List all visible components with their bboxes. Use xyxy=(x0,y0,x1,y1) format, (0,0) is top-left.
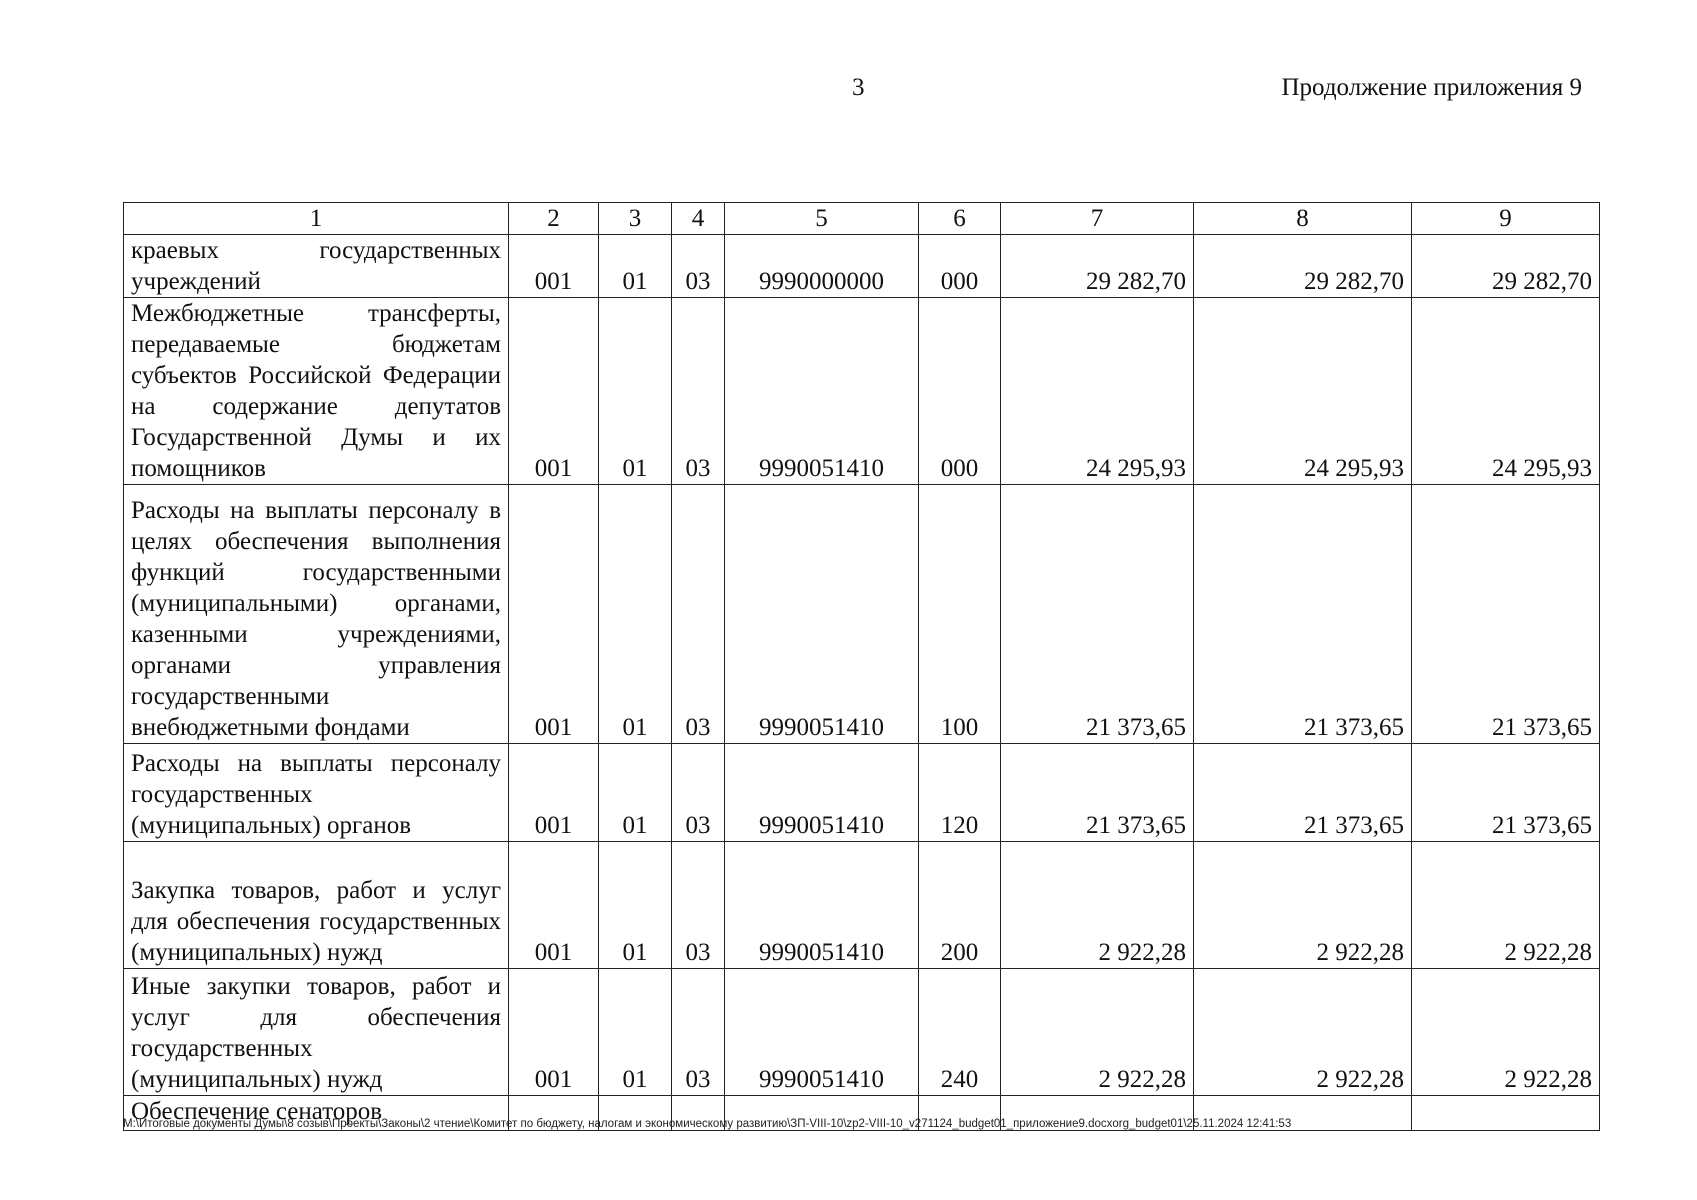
amount-cell: 21 373,65 xyxy=(1194,485,1412,744)
amount-cell: 21 373,65 xyxy=(1412,744,1600,842)
expense-description: Межбюджетные трансферты, передаваемые бюджетам субъектов Российской Федерации на содержание депутатов Государственной Думы и их помощников xyxy=(124,298,509,485)
table-row xyxy=(124,235,1600,298)
table-row xyxy=(124,842,1600,969)
column-header: 2 xyxy=(509,203,599,235)
code-cell: 03 xyxy=(672,235,725,298)
appendix-continuation-title: Продолжение приложения 9 xyxy=(1281,74,1582,101)
amount-cell: 21 373,65 xyxy=(1412,485,1600,744)
column-header: 3 xyxy=(599,203,672,235)
expense-description: Иные закупки товаров, работ и услуг для обеспечения государственных (муниципальных) нужд xyxy=(124,969,509,1096)
table-row xyxy=(124,298,1600,485)
code-cell: 03 xyxy=(672,298,725,485)
code-cell: 01 xyxy=(599,235,672,298)
table-row xyxy=(124,744,1600,842)
amount-cell: 29 282,70 xyxy=(1412,235,1600,298)
code-cell: 01 xyxy=(599,298,672,485)
code-cell: 000 xyxy=(919,235,1001,298)
column-header: 7 xyxy=(1001,203,1194,235)
code-cell: 03 xyxy=(672,485,725,744)
code-cell: 001 xyxy=(509,235,599,298)
amount-cell xyxy=(1412,1096,1600,1131)
column-header: 6 xyxy=(919,203,1001,235)
expense-description: Обеспечение сенаторов xyxy=(124,1096,509,1131)
expense-description: Расходы на выплаты персоналу государственных (муниципальных) органов xyxy=(124,744,509,842)
budget-table xyxy=(123,202,1600,1131)
code-cell: 01 xyxy=(599,842,672,969)
column-header: 4 xyxy=(672,203,725,235)
amount-cell: 24 295,93 xyxy=(1194,298,1412,485)
code-cell: 100 xyxy=(919,485,1001,744)
amount-cell: 2 922,28 xyxy=(1194,969,1412,1096)
amount-cell: 2 922,28 xyxy=(1194,842,1412,969)
amount-cell: 29 282,70 xyxy=(1001,235,1194,298)
code-cell: 03 xyxy=(672,744,725,842)
code-cell: 9990000000 xyxy=(725,235,919,298)
code-cell: 9990051410 xyxy=(725,485,919,744)
amount-cell: 21 373,65 xyxy=(1001,485,1194,744)
table-row xyxy=(124,485,1600,744)
code-cell: 001 xyxy=(509,485,599,744)
code-cell: 9990051410 xyxy=(725,298,919,485)
code-cell: 9990051410 xyxy=(725,969,919,1096)
expense-description: Расходы на выплаты персоналу в целях обеспечения выполнения функций государственными (муниципальными) органами, казенными учреждениями, органами управления государственными внебюджетными фондами xyxy=(124,485,509,744)
amount-cell: 2 922,28 xyxy=(1412,969,1600,1096)
file-path-footer: M:\Итоговые документы Думы\8 созыв\Проекты\Законы\2 чтение\Комитет по бюджету, налогам и экономическому развитию\ЗП-VIII-10\zp2-VIII-10_v271124_budget01_приложение9.docxorg_budget01\25.11.2024 12:41:53 xyxy=(123,1118,1292,1130)
column-header: 1 xyxy=(124,203,509,235)
code-cell: 240 xyxy=(919,969,1001,1096)
code-cell: 01 xyxy=(599,969,672,1096)
code-cell: 9990051410 xyxy=(725,744,919,842)
amount-cell: 21 373,65 xyxy=(1001,744,1194,842)
amount-cell: 24 295,93 xyxy=(1001,298,1194,485)
expense-description: Закупка товаров, работ и услуг для обеспечения государственных (муниципальных) нужд xyxy=(124,842,509,969)
amount-cell: 2 922,28 xyxy=(1001,842,1194,969)
code-cell: 000 xyxy=(919,298,1001,485)
column-header: 9 xyxy=(1412,203,1600,235)
code-cell: 001 xyxy=(509,842,599,969)
code-cell: 03 xyxy=(672,842,725,969)
table-row xyxy=(124,969,1600,1096)
code-cell: 01 xyxy=(599,485,672,744)
amount-cell: 24 295,93 xyxy=(1412,298,1600,485)
code-cell: 01 xyxy=(599,744,672,842)
amount-cell: 2 922,28 xyxy=(1412,842,1600,969)
code-cell: 9990051410 xyxy=(725,842,919,969)
column-header: 5 xyxy=(725,203,919,235)
column-header: 8 xyxy=(1194,203,1412,235)
expense-description: краевых государственных учреждений xyxy=(124,235,509,298)
amount-cell: 2 922,28 xyxy=(1001,969,1194,1096)
amount-cell: 21 373,65 xyxy=(1194,744,1412,842)
code-cell: 001 xyxy=(509,298,599,485)
code-cell: 001 xyxy=(509,744,599,842)
code-cell: 001 xyxy=(509,969,599,1096)
code-cell: 120 xyxy=(919,744,1001,842)
code-cell: 200 xyxy=(919,842,1001,969)
code-cell: 03 xyxy=(672,969,725,1096)
page-number: 3 xyxy=(852,74,865,101)
amount-cell: 29 282,70 xyxy=(1194,235,1412,298)
table-header-row xyxy=(124,203,1600,235)
